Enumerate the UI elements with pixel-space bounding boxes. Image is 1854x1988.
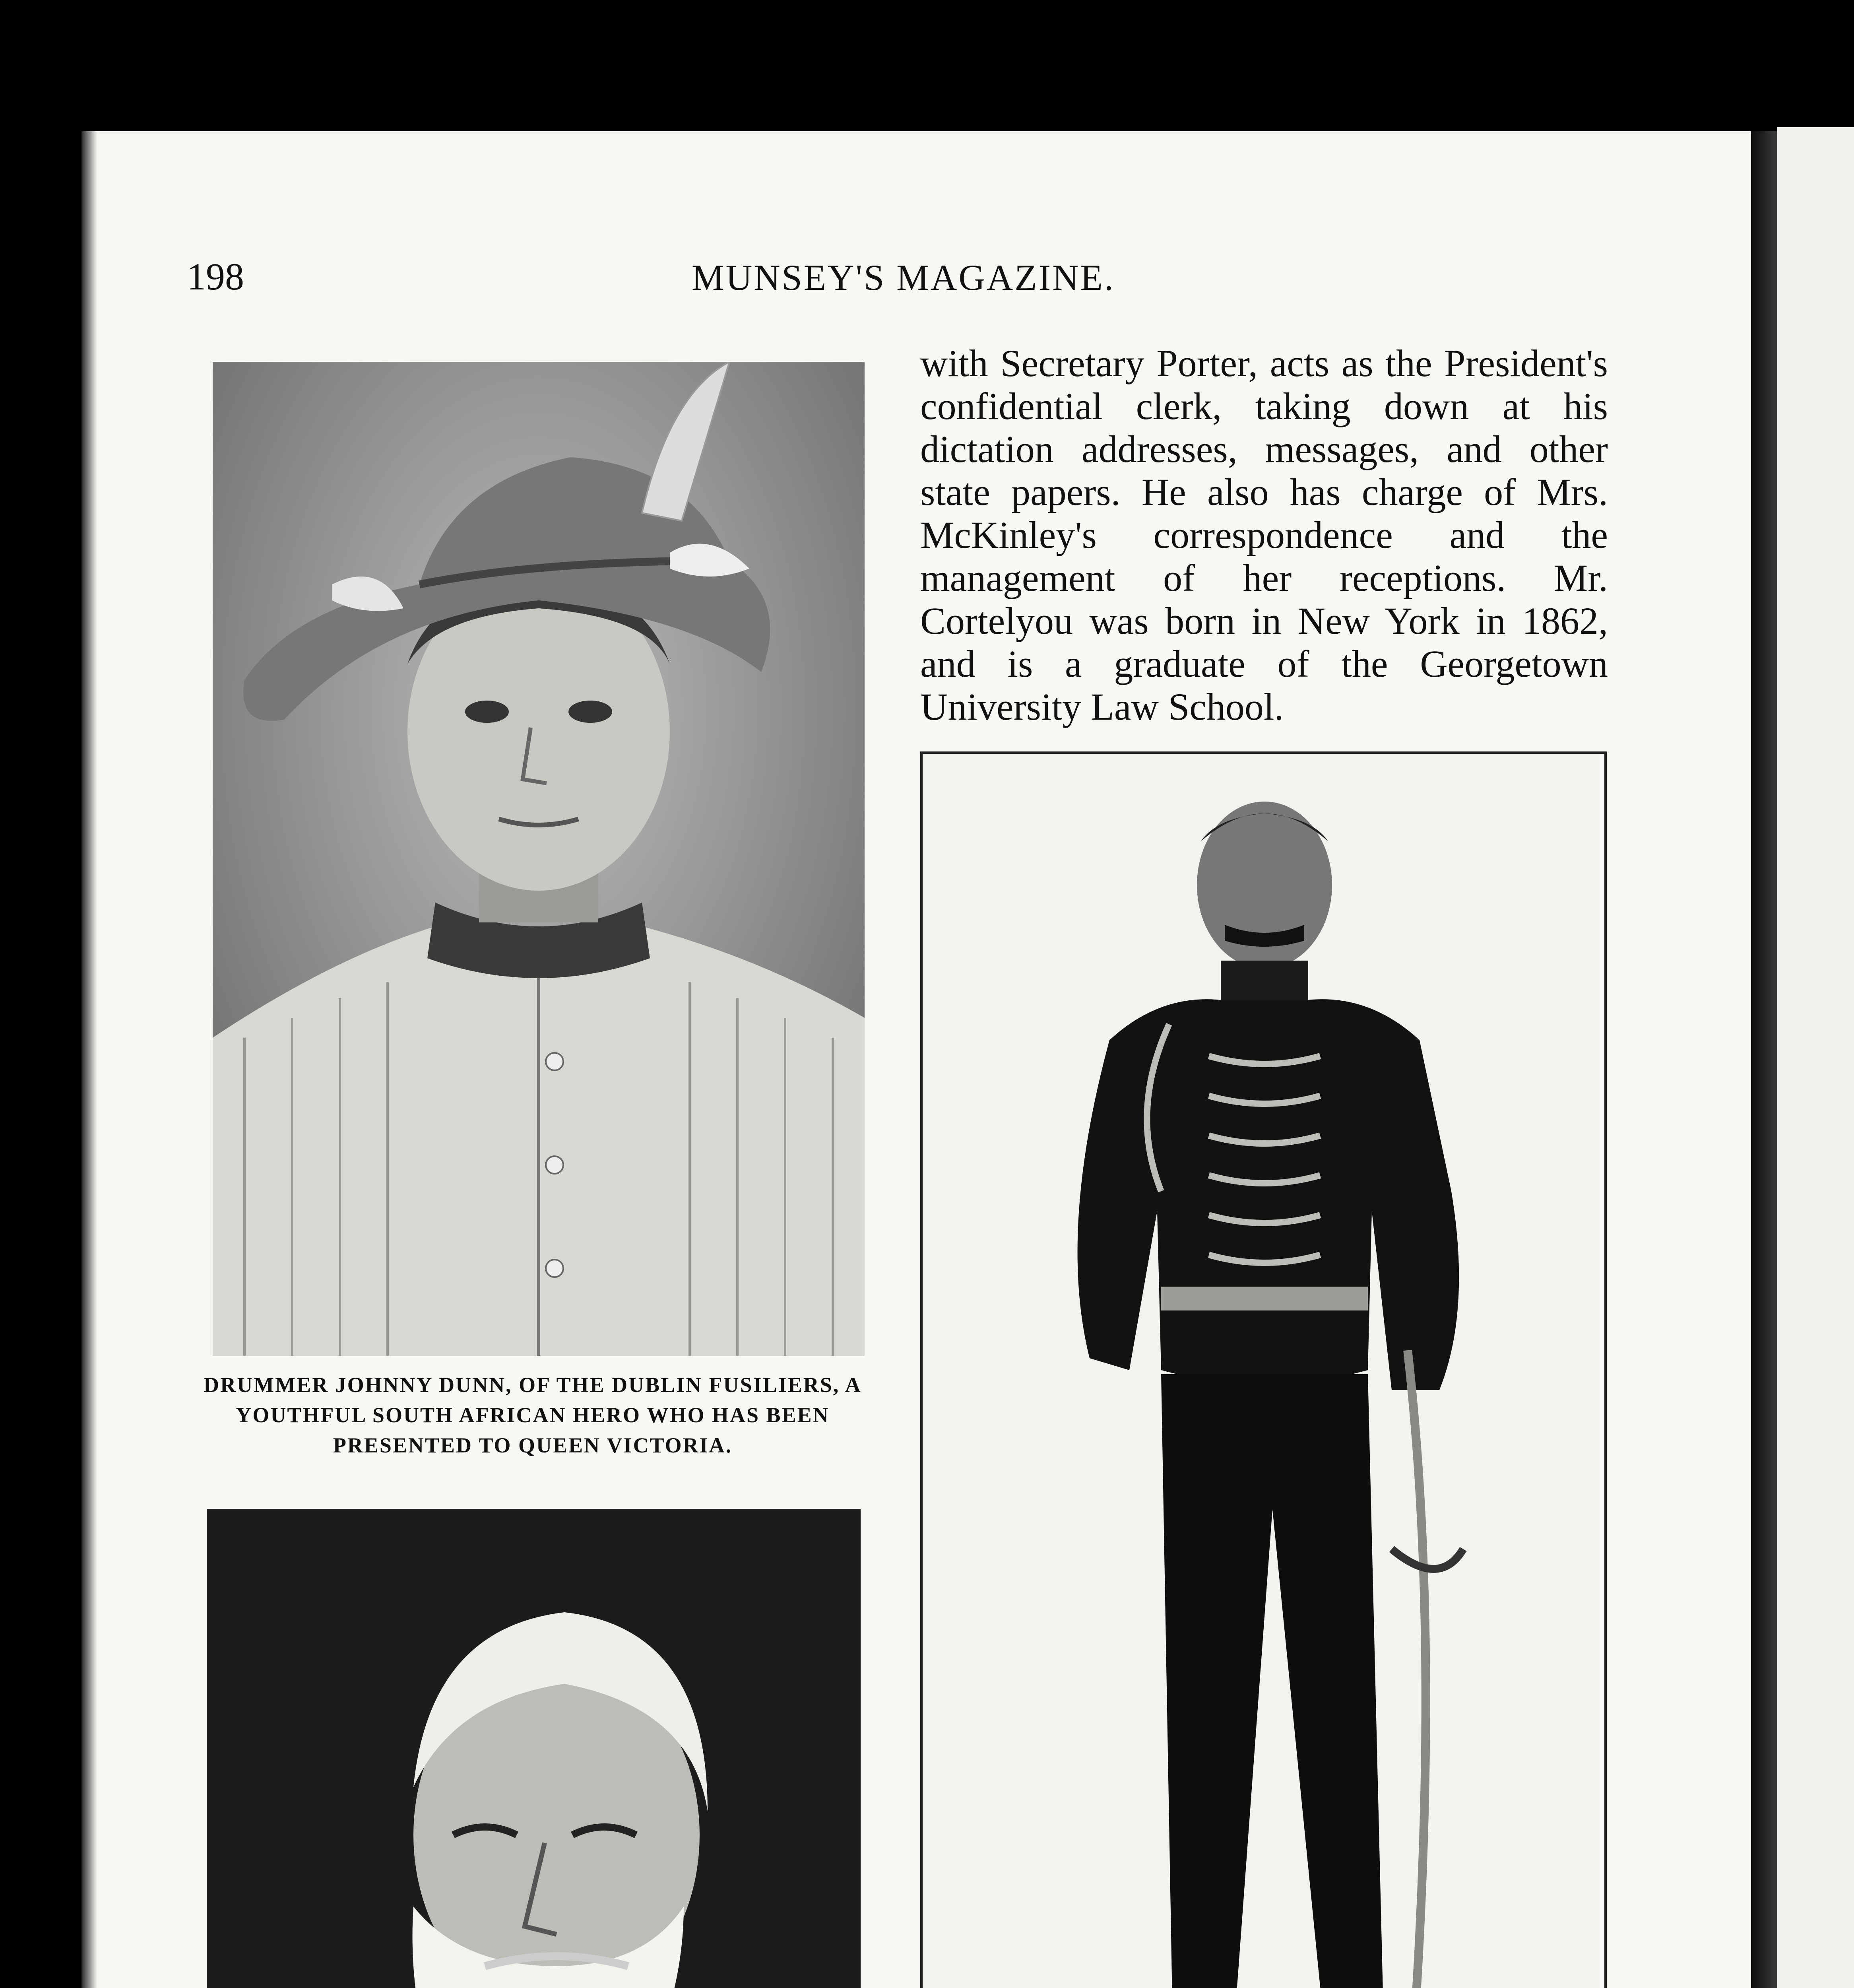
photo-lord-strathcona: [207, 1509, 861, 1988]
photo-major-general-hutton: [920, 751, 1607, 1988]
facing-page: [1777, 127, 1854, 1988]
photo-johnny-dunn: [213, 362, 865, 1356]
gutter-shadow: [1751, 131, 1777, 1988]
dunn-portrait-image: [213, 362, 865, 1356]
strathcona-portrait-image: [207, 1509, 861, 1988]
hutton-portrait-image: [923, 754, 1600, 1988]
caption-johnny-dunn: DRUMMER JOHNNY DUNN, OF THE DUBLIN FUSILIERS, A YOUTHFUL SOUTH AFRICAN HERO WHO HAS BEEN PRESENTED TO QUEEN VICTORIA.: [204, 1373, 862, 1457]
page-number: 198: [187, 255, 244, 298]
paragraph-cortelyou: with Secretary Porter, acts as the President's confidential clerk, taking down at his dictation addresses, messages, and other state papers. He also has charge of Mrs. McKinley's correspondence and the management of her receptions. Mr. Cortelyou was born in New York in 1862, and is a graduate of the Georgetown University Law School.: [920, 342, 1608, 728]
running-head: MUNSEY'S MAGAZINE.: [692, 257, 1115, 298]
body-text-top: [920, 342, 1608, 728]
